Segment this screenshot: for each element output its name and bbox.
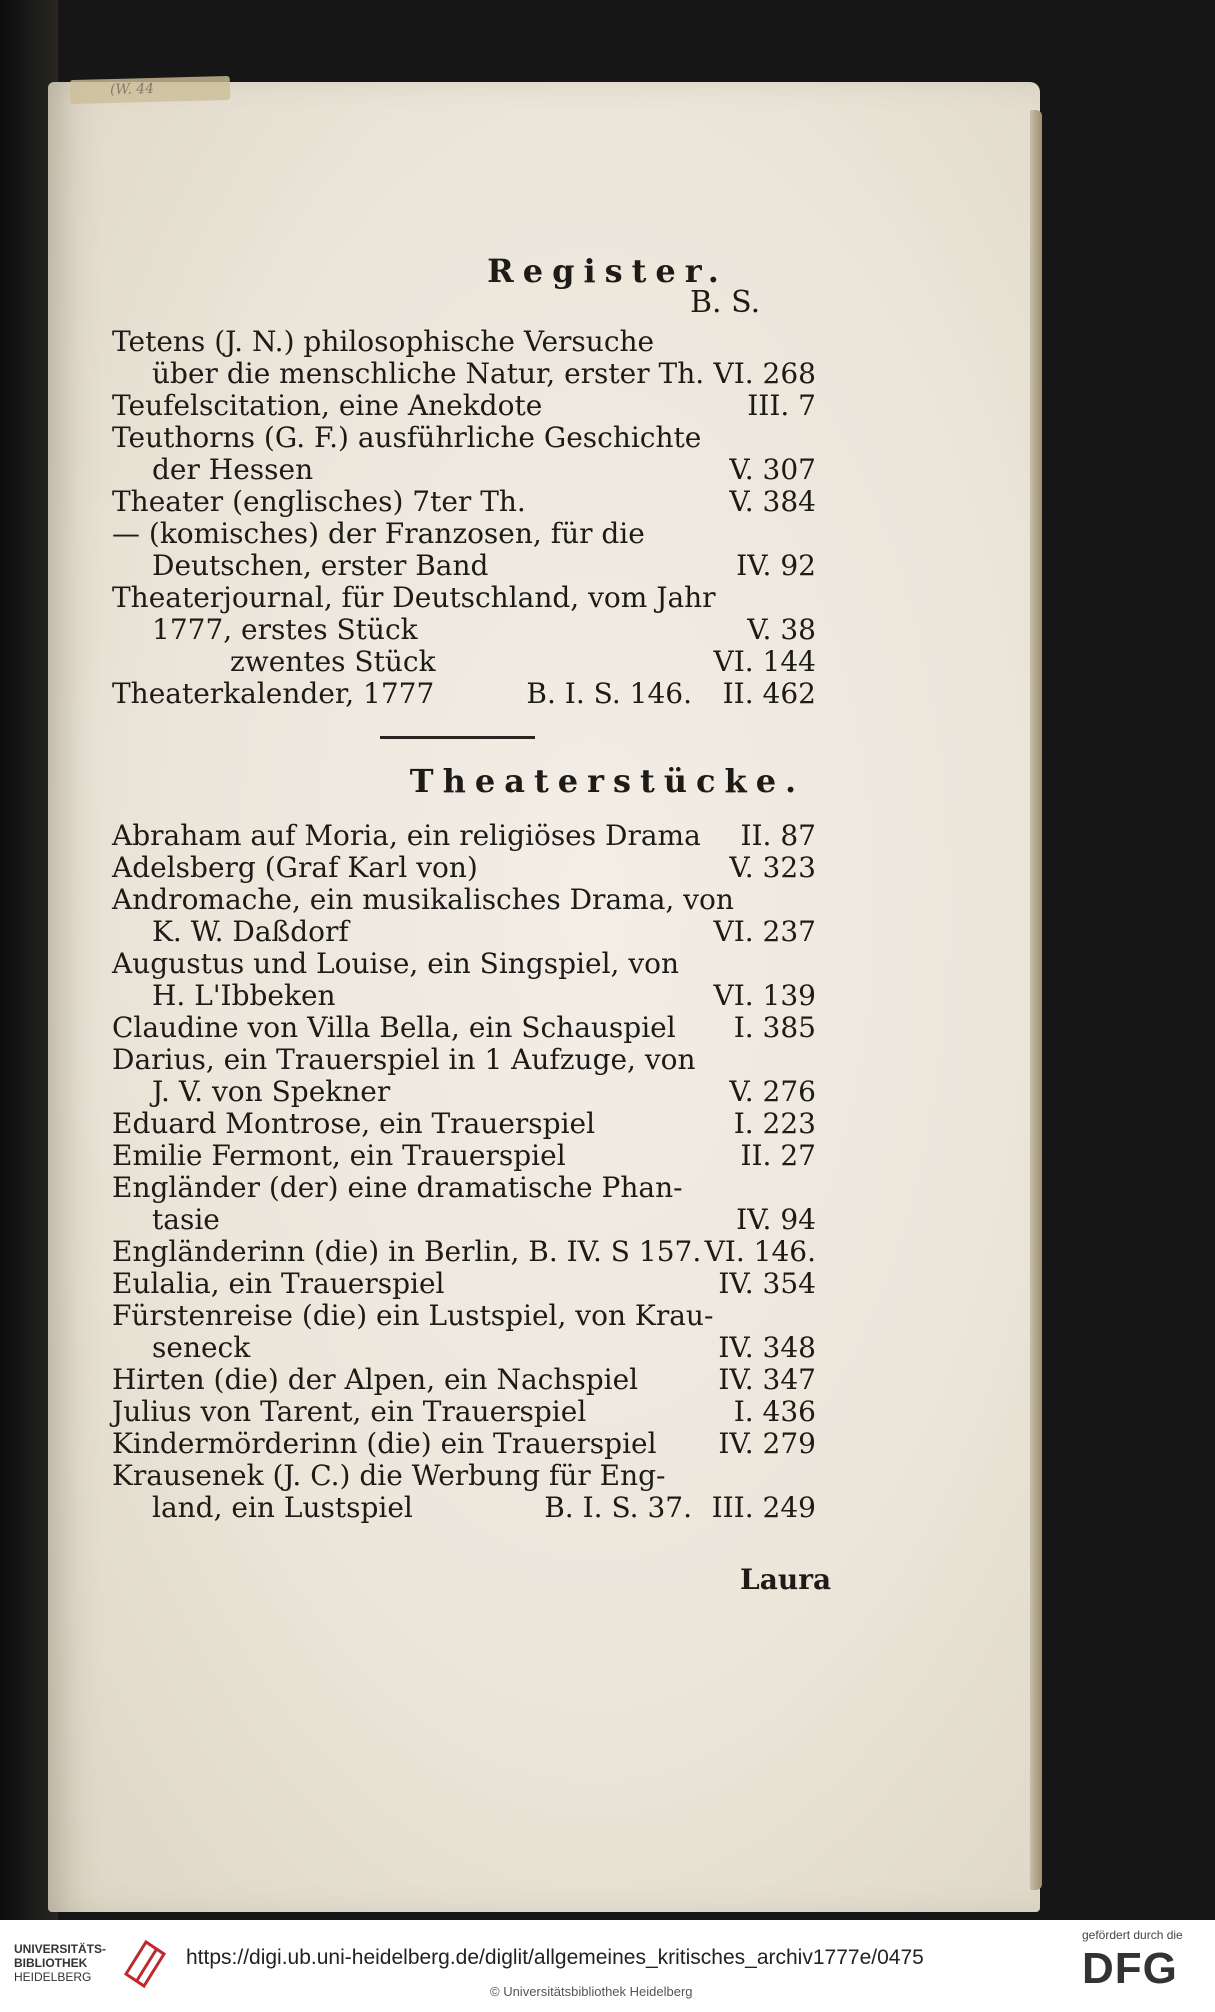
index-entry [112, 1363, 816, 1396]
entry-line [112, 1267, 816, 1300]
entry-volume-page: IV. 354 [718, 1267, 816, 1300]
index-entry [112, 1299, 816, 1364]
index-entry [112, 1171, 816, 1236]
entry-text: 1777, erstes Stück [152, 613, 418, 646]
entry-line [112, 357, 816, 390]
permalink-url[interactable]: https://digi.ub.uni-heidelberg.de/diglit/allgemeines_kritisches_archiv1777e/0475 [186, 1946, 924, 1969]
entry-text: Augustus und Louise, ein Singspiel, von [112, 947, 680, 980]
dfg-wordmark: DFG [1082, 1944, 1178, 1993]
entry-line [112, 422, 812, 454]
index-entry [112, 947, 816, 1012]
index-entry [112, 819, 816, 852]
entry-line [112, 851, 816, 884]
index-entry [112, 1011, 816, 1044]
entry-text: Emilie Fermont, ein Trauerspiel [112, 1139, 566, 1172]
entry-line [112, 518, 812, 550]
viewer-footer [0, 1920, 1215, 2012]
entry-volume-page: V. 38 [747, 613, 816, 646]
entry-line [112, 1044, 812, 1076]
entry-volume-page: II. 462 [722, 677, 816, 710]
index-entry [112, 581, 816, 646]
entry-line [112, 326, 812, 358]
entry-volume-page: IV. 348 [718, 1331, 816, 1364]
entry-text: der Hessen [152, 453, 314, 486]
entry-text: Tetens (J. N.) philosophische Versuche [112, 325, 655, 358]
entry-text: seneck [152, 1331, 251, 1364]
entry-volume-page: II. 87 [740, 819, 816, 852]
entry-line [112, 1460, 812, 1492]
entry-volume-page: II. 27 [740, 1139, 816, 1172]
entry-text: Julius von Tarent, ein Trauerspiel [112, 1395, 587, 1428]
entry-text: Deutschen, erster Band [152, 549, 489, 582]
index-entry [112, 1427, 816, 1460]
catchword: Laura [740, 1563, 832, 1596]
entry-text: Teufelscitation, eine Anekdote [112, 389, 543, 422]
entry-line [112, 389, 816, 422]
entry-text: Eulalia, ein Trauerspiel [112, 1267, 445, 1300]
index-entry [112, 325, 816, 390]
entry-line [112, 582, 812, 614]
entry-text: Teuthorns (G. F.) ausführliche Geschichte [112, 421, 702, 454]
register-heading: Register. [487, 252, 728, 290]
entry-volume-page: V. 323 [729, 851, 816, 884]
section-divider [380, 736, 535, 739]
entry-volume-page: VI. 146. [704, 1235, 816, 1268]
entry-volume-page: III. 7 [747, 389, 816, 422]
dfg-logo[interactable] [1082, 1928, 1210, 2008]
entry-line [112, 549, 816, 582]
entry-line [112, 979, 816, 1012]
entry-text: Eduard Montrose, ein Trauerspiel [112, 1107, 596, 1140]
library-emblem-icon [120, 1934, 170, 1994]
entry-line [112, 1139, 816, 1172]
library-line-2: BIBLIOTHEK [14, 1956, 88, 1970]
entry-line [112, 1331, 816, 1364]
entry-text: Engländer (der) eine dramatische Phan- [112, 1171, 683, 1204]
entry-line [112, 1203, 816, 1236]
shelf-stamp [70, 76, 231, 104]
entry-line [112, 1011, 816, 1044]
index-entry [112, 485, 816, 518]
entry-line [112, 1075, 816, 1108]
entry-text: Fürstenreise (die) ein Lustspiel, von Krau- [112, 1299, 714, 1332]
plays-heading: Theaterstücke. [409, 762, 806, 800]
plays-list [112, 819, 816, 1524]
index-entry [112, 1107, 816, 1140]
index-entry [112, 1139, 816, 1172]
index-entry [112, 677, 816, 710]
index-entry [112, 517, 816, 582]
entry-line [112, 1491, 816, 1524]
university-library-logo[interactable] [14, 1942, 174, 2002]
entry-text: Abraham auf Moria, ein religiöses Drama [112, 819, 701, 852]
register-list [112, 325, 816, 710]
entry-text: tasie [152, 1203, 220, 1236]
copyright-notice: © Universitätsbibliothek Heidelberg [490, 1984, 693, 1999]
index-entry [112, 421, 816, 486]
entry-text: Engländerinn (die) in Berlin, B. IV. S 157. [112, 1235, 702, 1268]
entry-volume-page: VI. 139 [713, 979, 816, 1012]
entry-volume-page: VI. 237 [713, 915, 816, 948]
entry-volume-page: I. 223 [733, 1107, 816, 1140]
library-line-1: UNIVERSITÄTS- [14, 1942, 107, 1956]
entry-cross-reference: B. I. S. 146. [526, 677, 692, 710]
entry-line [112, 819, 816, 852]
entry-text: — (komisches) der Franzosen, für die [112, 517, 645, 550]
index-entry [112, 1235, 816, 1268]
entry-volume-page: III. 249 [711, 1491, 816, 1524]
entry-text: Theaterkalender, 1777 [112, 677, 435, 710]
entry-text: H. L'Ibbeken [152, 979, 336, 1012]
entry-line [112, 1235, 816, 1268]
index-entry [112, 1267, 816, 1300]
entry-line [112, 645, 816, 678]
index-entry [112, 883, 816, 948]
entry-text: Theaterjournal, für Deutschland, vom Jahr [112, 581, 716, 614]
entry-line [112, 884, 812, 916]
entry-text: K. W. Daßdorf [152, 915, 349, 948]
entry-volume-page: V. 307 [729, 453, 816, 486]
entry-text: über die menschliche Natur, erster Th. [152, 357, 705, 390]
entry-line [112, 948, 812, 980]
index-entry [112, 851, 816, 884]
entry-text: Andromache, ein musikalisches Drama, von [112, 883, 734, 916]
stamp-text: (W. 44 [109, 80, 155, 99]
entry-volume-page: IV. 279 [718, 1427, 816, 1460]
entry-line [112, 915, 816, 948]
page-edge [1030, 110, 1042, 1890]
library-name [14, 1942, 106, 1984]
entry-text: Darius, ein Trauerspiel in 1 Aufzuge, von [112, 1043, 696, 1076]
library-line-3: HEIDELBERG [14, 1970, 92, 1984]
entry-volume-page: IV. 94 [736, 1203, 816, 1236]
entry-line [112, 453, 816, 486]
entry-line [112, 1427, 816, 1460]
index-entry [112, 1395, 816, 1428]
entry-text: land, ein Lustspiel [152, 1491, 413, 1524]
entry-text: Krausenek (J. C.) die Werbung für Eng- [112, 1459, 666, 1492]
entry-line [112, 1300, 812, 1332]
entry-line [112, 677, 816, 710]
entry-text: zwentes Stück [230, 645, 436, 678]
entry-text: Claudine von Villa Bella, ein Schauspiel [112, 1011, 676, 1044]
entry-line [112, 1395, 816, 1428]
entry-text: Hirten (die) der Alpen, ein Nachspiel [112, 1363, 639, 1396]
entry-text: Adelsberg (Graf Karl von) [112, 851, 478, 884]
entry-line [112, 1172, 812, 1204]
entry-volume-page: I. 385 [733, 1011, 816, 1044]
index-entry [112, 389, 816, 422]
entry-line [112, 613, 816, 646]
entry-volume-page: I. 436 [733, 1395, 816, 1428]
entry-volume-page: IV. 92 [736, 549, 816, 582]
entry-text: J. V. von Spekner [152, 1075, 391, 1108]
entry-text: Theater (englisches) 7ter Th. [112, 485, 526, 518]
entry-volume-page: VI. 268 [713, 357, 816, 390]
entry-volume-page: V. 276 [729, 1075, 816, 1108]
entry-cross-reference: B. I. S. 37. [544, 1491, 692, 1524]
entry-line [112, 1107, 816, 1140]
entry-text: Kindermörderinn (die) ein Trauerspiel [112, 1427, 657, 1460]
entry-volume-page: VI. 144 [713, 645, 816, 678]
entry-line [112, 1363, 816, 1396]
funded-by-text: gefördert durch die [1082, 1928, 1183, 1942]
index-entry [112, 1459, 816, 1524]
entry-line [112, 485, 816, 518]
entry-volume-page: IV. 347 [718, 1363, 816, 1396]
entry-volume-page: V. 384 [729, 485, 816, 518]
column-head: B. S. [690, 285, 761, 320]
index-entry [112, 645, 816, 678]
index-entry [112, 1043, 816, 1108]
